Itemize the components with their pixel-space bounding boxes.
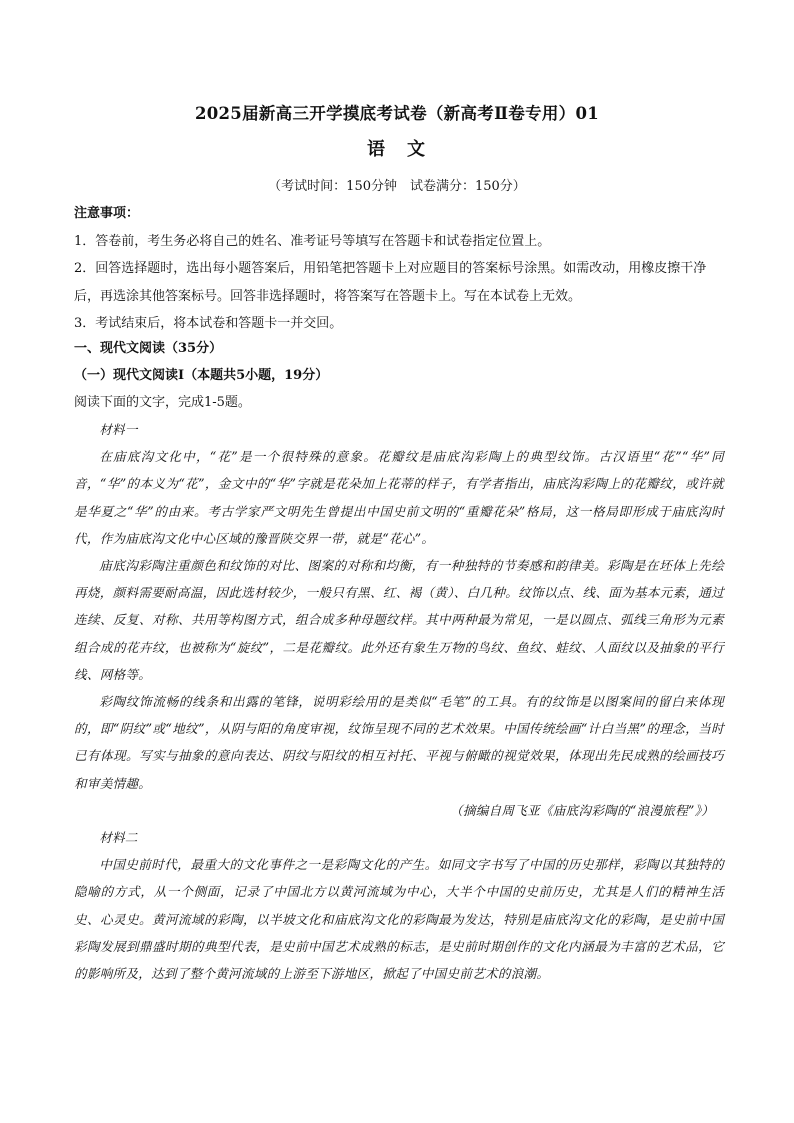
exam-info: （考试时间：150分钟 试卷满分：150分）: [268, 179, 526, 194]
material-1-label: 材料一: [99, 422, 138, 437]
subject-title: 语 文: [367, 139, 427, 160]
section-subtitle: （一）现代文阅读Ⅰ（本题共5小题，19分）: [74, 368, 329, 383]
material-1: [74, 416, 724, 987]
notes-heading: 注意事项：: [74, 206, 140, 221]
material-1-paragraph: 在庙底沟文化中，“花”是一个很特殊的意象。花瓣纹是庙底沟彩陶上的典型纹饰。古汉语里“花”“华”同音，“华”的本义为“花”，金文中的“华”字就是花朵加上花蒂的样子，有学者指出，庙底沟彩陶上的花瓣纹，或许就是华夏之“华”的由来。考古学家严文明先生曾提出中国史前文明的“重瓣花朵”格局，这一格局即形成于庙底沟时代，作为庙底沟文化中心区域的豫晋陕交界一带，就是“花心”。: [74, 449, 724, 546]
material-1-citation: （摘编自周飞亚《庙底沟彩陶的“浪漫旅程”》）: [450, 802, 714, 818]
material-2-paragraph: 中国史前时代，最重大的文化事件之一是彩陶文化的产生。如同文字书写了中国的历史那样，彩陶以其独特的隐喻的方式，从一个侧面，记录了中国北方以黄河流域为中心，大半个中国的史前历史，尤其是人们的精神生活史、心灵史。黄河流域的彩陶，以半坡文化和庙底沟文化的彩陶最为发达，特别是庙底沟文化的彩陶，是史前中国彩陶发展到鼎盛时期的典型代表，是史前中国艺术成熟的标志，是史前时期创作的文化内涵最为丰富的艺术品，它的影响所及，达到了整个黄河流域的上游至下游地区，掀起了中国史前艺术的浪潮。: [74, 857, 724, 982]
page-title: 2025届新高三开学摸底考试卷（新高考Ⅱ卷专用）01: [194, 104, 600, 123]
note-item-1: 1．答卷前，考生务必将自己的姓名、准考证号等填写在答题卡和试卷指定位置上。: [74, 233, 551, 249]
material-2-label: 材料二: [99, 830, 138, 846]
reading-instruction: 阅读下面的文字，完成1-5题。: [74, 395, 251, 410]
notes-section: [74, 200, 724, 338]
note-item-2: 2．回答选择题时，选出每小题答案后，用铅笔把答题卡上对应题目的答案标号涂黑。如需改动，用橡皮擦干净后，再选涂其他答案标号。回答非选择题时，将答案写在答题卡上。写在本试卷上无效。: [74, 261, 707, 304]
material-1-paragraph: 庙底沟彩陶注重颜色和纹饰的对比、图案的对称和均衡，有一种独特的节奏感和韵律美。彩陶是在坯体上先绘再烧，颜料需要耐高温，因此选材较少，一般只有黑、红、褐（黄）、白几种。纹饰以点、线、面为基本元素，通过连续、反复、对称、共用等构图方式，组合成多种母题纹样。其中两种最为常见，一是以圆点、弧线三角形为元素组合成的花卉纹，也被称为“旋纹”，二是花瓣纹。此外还有象生万物的鸟纹、鱼纹、蛙纹、人面纹以及抽象的平行线、网格等。: [74, 558, 724, 682]
section-title: 一、现代文阅读（35分）: [74, 341, 223, 356]
note-item-3: 3．考试结束后，将本试卷和答题卡一并交回。: [74, 316, 343, 331]
material-1-paragraph: 彩陶纹饰流畅的线条和出露的笔锋，说明彩绘用的是类似“毛笔”的工具。有的纹饰是以图案间的留白来体现的，即“阴纹”或“地纹”，从阴与阳的角度审视，纹饰呈现不同的艺术效果。中国传统绘画“计白当黑”的理念，当时已有体现。写实与抽象的意向表达、阴纹与阳纹的相互衬托、平视与俯瞰的视觉效果，体现出先民成熟的绘画技巧和审美情趣。: [74, 694, 724, 791]
